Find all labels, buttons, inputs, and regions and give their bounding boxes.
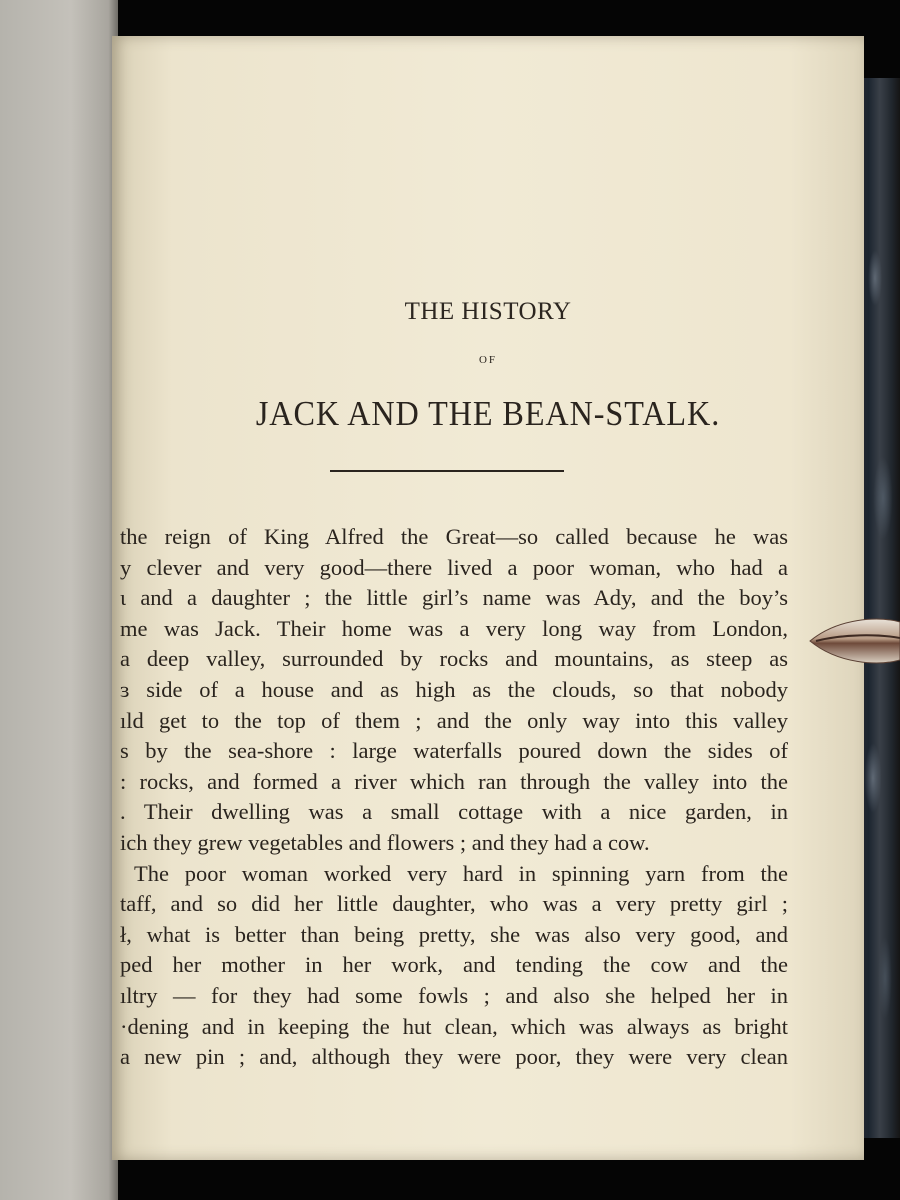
text-line: ł, what is better than being pretty, she was also very good, and [120,921,788,947]
page-title: JACK AND THE BEAN-STALK. [255,394,721,433]
text-line: ·dening and in keeping the hut clean, which was always as bright [120,1013,788,1039]
text-line: s by the sea-shore : large waterfalls poured down the sides of [120,738,788,764]
text-line: y clever and very good—there lived a poor woman, who had a [120,554,788,580]
text-line: a deep valley, surrounded by rocks and mountains, as steep as [120,646,788,672]
text-line: ich they grew vegetables and flowers ; and they had a cow. [120,829,650,855]
text-line: a new pin ; and, although they were poor, they were very clean [120,1044,788,1070]
heading-of: OF [478,354,498,366]
book-page [112,36,864,1160]
text-line: ıltry — for they had some fowls ; and also she helped her in [120,982,788,1008]
text-line: ıld get to the top of them ; and the only way into this valley [120,707,788,733]
text-line: taff, and so did her little daughter, who was a very pretty girl ; [120,891,788,917]
clip-icon [808,612,900,670]
text-line: me was Jack. Their home was a very long way from London, [120,615,788,641]
text-line: ped her mother in her work, and tending the cow and the [120,952,788,978]
text-line: . Their dwelling was a small cottage with a nice garden, in [120,799,788,825]
text-line: ɜ side of a house and as high as the clouds, so that nobody [120,676,788,702]
heading-history: THE HISTORY [404,298,572,325]
title-rule [330,470,564,472]
text-line: the reign of King Alfred the Great—so called because he was [120,524,788,549]
text-line: : rocks, and formed a river which ran through the valley into the [120,768,788,794]
text-line: ι and a daughter ; the little girl’s name was Ady, and the boy’s [120,585,788,611]
facing-page-edge [0,0,118,1200]
text-line: The poor woman worked very hard in spinning yarn from the [134,860,788,886]
story-text [120,522,788,1073]
